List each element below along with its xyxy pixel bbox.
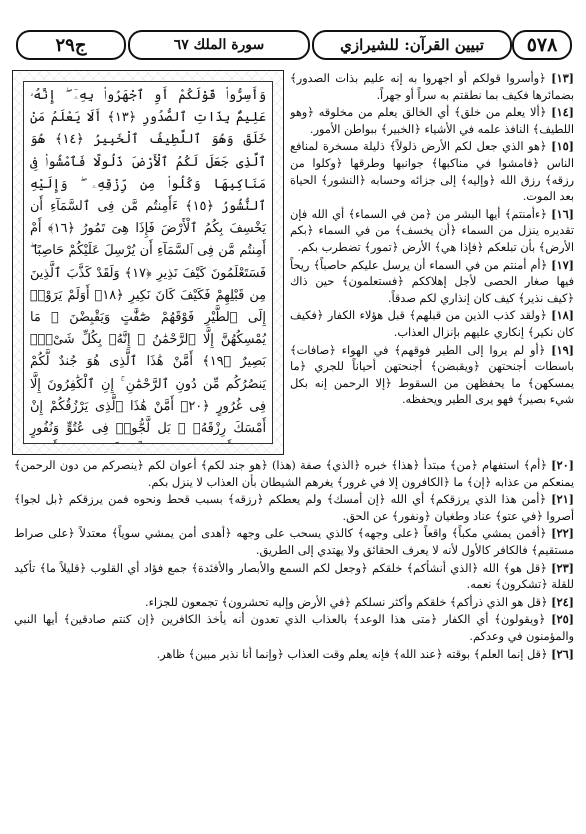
tafsir-text: ﴿قل هو﴾ الله ﴿الذي أنشأكم﴾ خلقكم ﴿وجعل لكم السمع والأبصار والأفئدة﴾ جمع فؤاد أي القلوب ﴿قليلاً ما﴾ تأكيد للقلة ﴿تشكرون﴾ نعمه.: [14, 561, 574, 592]
tafsir-text: ﴿قل هو الذي ذرأكم﴾ خلقكم وأكثر نسلكم ﴿في الأرض وإليه تحشرون﴾ تجمعون للجزاء.: [145, 595, 548, 609]
quran-text-frame: [12, 70, 284, 455]
tafsir-paragraph: [14, 525, 574, 559]
tafsir-paragraph: [290, 206, 574, 257]
tafsir-paragraph: [14, 491, 574, 525]
tafsir-text: ﴿هو الذي جعل لكم الأرض ذلولاً﴾ ذليلة مسخرة لمنافع الناس ﴿فامشوا في مناكبها﴾ جوانبها وطرقها ﴿وكلوا من رزقه﴾ رزق الله ﴿وإليه﴾ إلى جزائه وحسابه ﴿النشور﴾ الحياة بعد الموت.: [290, 140, 574, 204]
tafsir-paragraph: [290, 70, 574, 104]
tafsir-paragraph: [14, 611, 574, 645]
verse-number: [٢٦]: [551, 646, 574, 661]
tafsir-paragraph: [290, 104, 574, 138]
tafsir-paragraph: [290, 138, 574, 205]
tafsir-text: ﴿ولقد كذب الذين من قبلهم﴾ قبل هؤلاء الكفار ﴿فكيف كان نكير﴾ إنكاري عليهم بإنزال العذاب.: [290, 309, 574, 339]
verse-number: [٢٢]: [551, 526, 574, 541]
verse-number: [١٥]: [551, 139, 574, 154]
verse-number: [١٧]: [551, 257, 574, 272]
page-number-badge: ٥٧٨: [512, 30, 572, 60]
tafsir-text: ﴿أفمن يمشي مكباً﴾ واقعاً ﴿على وجهه﴾ كالذي يسحب على وجهه ﴿أهدى أمن يمشي سوياً﴾ معتدلاً ﴿على صراط مستقيم﴾ فالكافر كالأول لأنه لا يعرف الحقائق ولا يهتدي إلى الطريق.: [14, 527, 574, 557]
tafsir-text: ﴿أم﴾ استفهام ﴿من﴾ مبتدأ ﴿هذا﴾ خبره ﴿الذي﴾ صفة (هذا) ﴿هو جند لكم﴾ أعوان لكم ﴿ينصركم من دون الرحمن﴾ يمنعكم من عذابه ﴿إن﴾ ما ﴿الكافرون إلا في غرور﴾ يغرهم الشيطان بأن العذاب لا ينزل بكم.: [14, 459, 574, 489]
tafsir-paragraph: [14, 560, 574, 594]
quran-text: وَأَسِرُّوا۟ قَوْلَكُمْ أَوِ ٱجْهَرُوا۟ بِهِۦٓ ۖ إِنَّهُۥ عَلِيمٌۢ بِذَاتِ ٱلصُّدُورِ ﴿١٣﴾ أَلَا يَعْلَمُ مَنْ خَلَقَ وَهُوَ ٱللَّطِيفُ ٱلْخَبِيرُ ﴿١٤﴾ هُوَ ٱلَّذِى جَعَلَ لَكُمُ ٱلْأَرْضَ ذَلُولًا فَٱمْشُوا۟ فِى مَنَاكِبِهَا وَكُلُوا۟ مِن رِّزْقِهِۦ ۖ وَإِلَيْهِ ٱلنُّشُورُ ﴿١٥﴾ ءَأَمِنتُم مَّن فِى ٱلسَّمَآءِ أَن يَخْسِفَ بِكُمُ ٱلْأَرْضَ فَإِذَا هِىَ تَمُورُ ﴿١٦﴾ أَمْ أَمِنتُم مَّن فِى ٱلسَّمَآءِ أَن يُرْسِلَ عَلَيْكُمْ حَاصِبًا ۖ فَسَتَعْلَمُونَ كَيْفَ نَذِيرِ ﴿١٧﴾ وَلَقَدْ كَذَّبَ ٱلَّذِينَ مِن قَبْلِهِمْ فَكَيْفَ كَانَ نَكِيرِ ﴿١٨﴾ أَوَلَمْ يَرَوْا۟ إِلَى ٱلطَّيْرِ فَوْقَهُمْ صَٰٓفَّٰتٍ وَيَقْبِضْنَ ۚ مَا يُمْسِكُهُنَّ إِلَّا ٱلرَّحْمَٰنُ ۚ إِنَّهُۥ بِكُلِّ شَىْءٍۭ بَصِيرٌ ﴿١٩﴾ أَمَّنْ هَٰذَا ٱلَّذِى هُوَ جُندٌ لَّكُمْ يَنصُرُكُم مِّن دُونِ ٱلرَّحْمَٰنِ ۚ إِنِ ٱلْكَٰفِرُونَ إِلَّا فِى غُرُورٍ ﴿٢٠﴾ أَمَّنْ هَٰذَا ٱلَّذِى يَرْزُقُكُمْ إِنْ أَمْسَكَ رِزْقَهُۥ ۚ بَل لَّجُّوا۟ فِى عُتُوٍّ وَنُفُورٍ: [23, 81, 273, 444]
tafsir-paragraph: [14, 646, 574, 664]
tafsir-paragraph: [290, 342, 574, 409]
verse-number: [١٣]: [551, 71, 574, 85]
page-header: [8, 28, 574, 62]
verse-number: [٢٠]: [551, 458, 574, 472]
tafsir-paragraph: [14, 594, 574, 612]
tafsir-paragraph: [290, 257, 574, 308]
surah-title: سورة الملك ٦٧: [128, 30, 310, 60]
verse-number: [١٩]: [551, 342, 574, 357]
tafsir-text: ﴿ءأمنتم﴾ أيها البشر من ﴿من في السماء﴾ أي الله فإن تقديره ينزل من السماء ﴿أن يخسف﴾ من في السماء ﴿بكم الأرض﴾ بأن تبلعكم ﴿فإذا هي﴾ الأرض ﴿تمور﴾ تضطرب بكم.: [290, 207, 574, 254]
verse-number: [٢٣]: [551, 560, 574, 575]
verse-number: [١٤]: [551, 105, 574, 120]
tafsir-text: ﴿قل إنما العلم﴾ بوقته ﴿عند الله﴾ فإنه يعلم وقت العذاب ﴿وإنما أنا نذير مبين﴾ ظاهر.: [156, 647, 548, 661]
tafsir-paragraph: [14, 457, 574, 491]
tafsir-side-column: [290, 70, 574, 455]
tafsir-text: ﴿ألا يعلم من خلق﴾ أي الخالق يعلم من مخلوقه ﴿وهو اللطيف﴾ النافذ علمه في الأشياء ﴿الخبير﴾ ببواطن الأمور.: [290, 106, 574, 136]
verse-number: [١٨]: [551, 308, 574, 323]
tafsir-text: ﴿أمن هذا الذي يرزقكم﴾ أي الله ﴿إن أمسك﴾ ولم يعطكم ﴿رزقه﴾ بسبب قحط ونحوه فمن يرزقكم ﴿بل لجوا﴾ أصروا ﴿في عتو﴾ عناد وطغيان ﴿ونفور﴾ عن الحق.: [14, 493, 574, 523]
tafsir-text: ﴿وأسروا قولكم أو اجهروا به إنه عليم بذات الصدور﴾ بضمائرها فكيف بما نطقتم به سراً أو جهراً.: [290, 72, 574, 102]
tafsir-text: ﴿أو لم يروا إلى الطير فوقهم﴾ في الهواء ﴿صافات﴾ باسطات أجنحتهن ﴿ويقبضن﴾ أجنحتهن أحياناً للجري ﴿ما يمسكهن﴾ ما يحفظهن من السقوط ﴿إلا الرحمن إنه بكل شيء بصير﴾ فهو يرى الطير ويحفظه.: [290, 343, 574, 407]
tafsir-paragraph: [290, 307, 574, 341]
tafsir-full-width: [14, 457, 574, 737]
tafsir-text: ﴿ويقولون﴾ أي الكفار ﴿متى هذا الوعد﴾ بالعذاب الذي تعدون أنه يأخذ الكافرين ﴿إن كنتم صادقين﴾ أيها النبي والمؤمنون في وعدكم.: [14, 613, 574, 643]
book-title: تبيين القرآن: للشيرازي: [312, 30, 512, 60]
verse-number: [٢٥]: [551, 612, 574, 627]
juz-badge: ج٢٩: [16, 30, 126, 60]
verse-number: [٢١]: [551, 492, 574, 507]
verse-number: [١٦]: [551, 206, 574, 221]
tafsir-text: ﴿أم أمنتم من في السماء أن يرسل عليكم حاصباً﴾ ريحاً فيها صغار الحصى لأجل إهلاككم ﴿فستعلمون﴾ حين ذاك ﴿كيف نذير﴾ كيف كان إنذاري لكم صدقاً.: [290, 258, 574, 305]
verse-number: [٢٤]: [551, 594, 574, 609]
